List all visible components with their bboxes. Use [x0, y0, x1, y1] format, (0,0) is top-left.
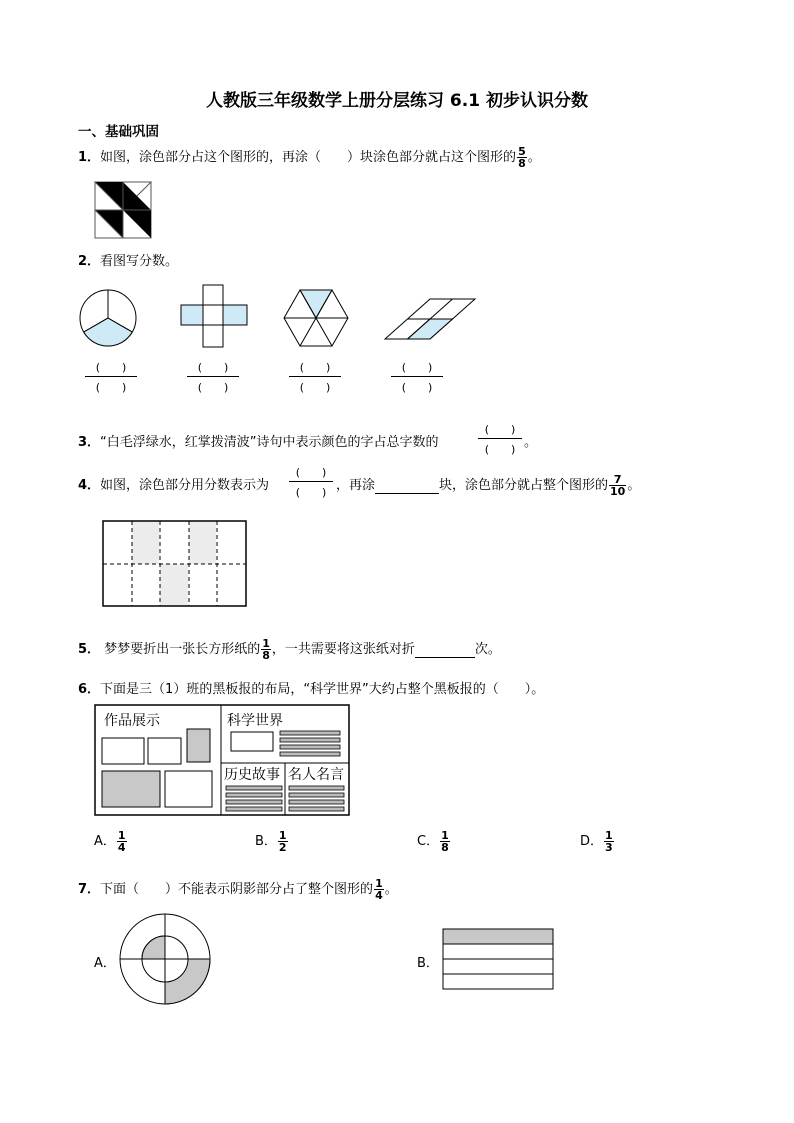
board-zone-label: 作品展示: [104, 713, 160, 729]
answer-fraction-blank[interactable]: ( ) ( ): [478, 422, 522, 455]
fraction: $\frac{5}{8}$: [518, 145, 526, 170]
answer-fraction-blank[interactable]: ( ) ( ): [391, 360, 443, 393]
q2-cross-figure: [181, 285, 251, 350]
board-zone-label: 科学世界: [227, 713, 283, 729]
page-title: 人教版三年级数学上册分层练习 6.1 初步认识分数: [206, 91, 588, 111]
answer-fraction-blank[interactable]: ( ) ( ): [187, 360, 239, 393]
question-5: 5． 梦梦要折出一张长方形纸的 $\frac{1}{8}$ ，一共需要将这张纸对折 次。: [78, 637, 501, 662]
option-a[interactable]: A．: [94, 956, 116, 971]
answer-fraction-blank[interactable]: ( ) ( ): [85, 360, 137, 393]
q2-circle-figure: [79, 289, 139, 349]
question-1: 1．如图，涂色部分占这个图形的，再涂（ ）块涂色部分就占这个图形的 $\frac{5}{8}$ 。: [78, 145, 541, 170]
option-d[interactable]: D． $\frac{1}{3}$: [580, 829, 613, 854]
question-text: 如图，涂色部分占这个图形的，再涂（ ）块涂色部分就占这个图形的: [100, 150, 517, 165]
question-4: 4．如图，涂色部分用分数表示为: [78, 478, 270, 493]
question-2: 2．看图写分数。: [78, 254, 179, 269]
fraction: $\frac{1}{8}$: [262, 637, 270, 662]
answer-fraction-blank[interactable]: ( ) ( ): [289, 465, 333, 498]
question-7: 7．下面（ ）不能表示阴影部分占了整个图形的 $\frac{1}{4}$ 。: [78, 877, 398, 902]
option-b[interactable]: B． $\frac{1}{2}$: [255, 829, 287, 854]
board-zone-label: 名人名言: [288, 767, 344, 783]
q2-hexagon-figure: [284, 289, 354, 351]
board-zone-label: 历史故事: [224, 767, 280, 783]
fraction: $\frac{7}{10}$: [610, 473, 626, 498]
fraction: $\frac{1}{4}$: [375, 877, 383, 902]
option-a[interactable]: A． $\frac{1}{4}$: [94, 829, 126, 854]
q7-ring-figure: [118, 912, 214, 1008]
option-b[interactable]: B．: [417, 956, 439, 971]
answer-blank[interactable]: [415, 642, 475, 658]
q7-bar-figure: [442, 928, 556, 992]
option-c[interactable]: C． $\frac{1}{8}$: [417, 829, 449, 854]
question-number: 1．: [78, 150, 101, 165]
q2-parallelogram-figure: [385, 298, 485, 343]
question-6: 6．下面是三（1）班的黑板报的布局，“科学世界”大约占整个黑板报的（ ）。: [78, 682, 545, 697]
answer-fraction-blank[interactable]: ( ) ( ): [289, 360, 341, 393]
section-heading: 一、基础巩固: [78, 124, 159, 140]
q1-square-figure: [95, 182, 155, 242]
answer-blank[interactable]: [375, 478, 439, 494]
q4-rectangle-grid: [102, 520, 252, 610]
question-3: 3．“白毛浮绿水，红掌拨清波”诗句中表示颜色的字占总字数的: [78, 435, 439, 450]
